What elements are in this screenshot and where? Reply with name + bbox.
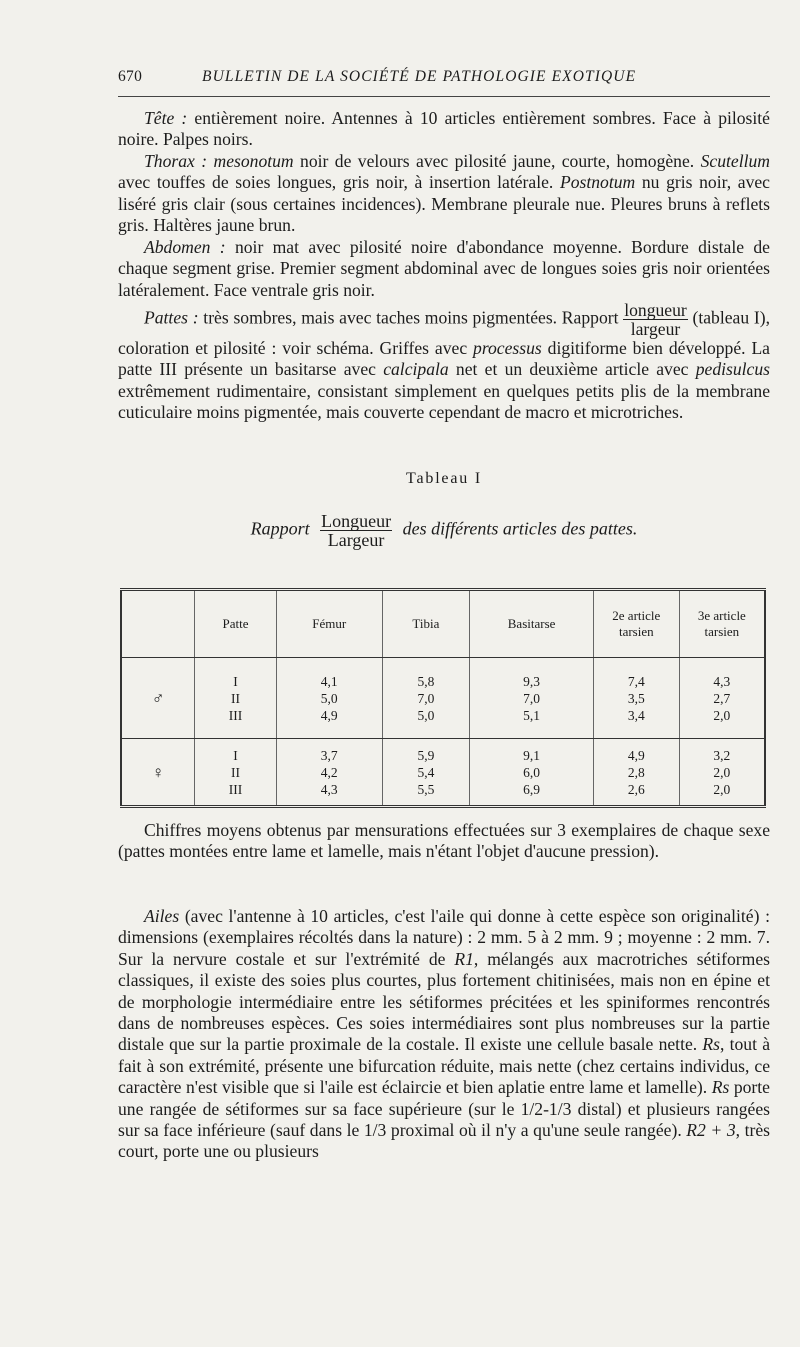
table-cell: 2,0 — [713, 764, 731, 780]
header-femur: Fémur — [276, 590, 382, 658]
caption-subtitle: des différents articles des pattes. — [402, 518, 638, 539]
table-cell: 4,9 — [320, 707, 338, 723]
table-cell: I — [233, 747, 238, 763]
caption-denominator: Largeur — [327, 530, 385, 550]
caption-fraction — [320, 512, 392, 549]
table-cell: 7,0 — [417, 690, 435, 706]
table-cell: 5,8 — [417, 673, 435, 689]
table-cell: 2,7 — [713, 690, 731, 706]
term-rs-2: Rs — [711, 1077, 730, 1098]
text-thorax-1: noir de velours avec pilosité jaune, courte, homogène. — [293, 151, 701, 171]
cell-2e-article — [593, 739, 679, 807]
header-sex — [121, 590, 195, 658]
sex-male: ♂ — [121, 658, 195, 739]
term-r1: R1 — [454, 948, 474, 969]
text-pattes-2: (tableau I), coloration et pilosité : voir schéma. Griffes avec — [118, 307, 770, 358]
table-cell: 4,1 — [320, 673, 338, 689]
label-tete: Tête : — [144, 108, 188, 128]
table-cell: 2,0 — [713, 707, 731, 723]
text-ailes-3: , tout à fait à son extrémité, présente une bifurcation réduite, mais nette (chez certains individus, ce caractère n'est visible que si l'aile est éclaircie et bien aplatie entre lame et lamelle). — [118, 1034, 771, 1098]
text-ailes-4: porte une rangée de sétiformes sur sa face supérieure (sur le 1/2-1/3 distal) et plusieurs rangées sur sa face inférieure (sauf dans le 1/3 proximal où il n'y a qu'une seule rangée). — [118, 1077, 770, 1141]
cell-3e-article — [679, 739, 765, 807]
cell-tibia — [382, 739, 470, 807]
text-pattes-5: extrêmement rudimentaire, consistant simplement en quelques petits plis de la membrane cuticulaire moins pigmentée, mais couverte cependant de macro et microtriches. — [118, 380, 770, 423]
cell-patte — [195, 739, 277, 807]
table-cell: 9,1 — [523, 747, 541, 763]
ratio-denominator: largeur — [630, 319, 681, 339]
term-postnotum: Postnotum — [559, 172, 636, 193]
label-thorax: Thorax : — [144, 151, 208, 171]
term-mesonotum: mesonotum — [213, 151, 294, 171]
paragraph-thorax — [118, 151, 770, 237]
table-cell: III — [228, 707, 243, 723]
text-pattes-3: digitiforme bien développé. La patte III présente un basitarse avec — [118, 338, 770, 380]
text-thorax-3: nu gris noir, avec liséré gris clair (sous certaines incidences). Membrane pleurale nue. Pleures bruns à reflets gris. Haltères jaune brun. — [118, 172, 770, 236]
table-cell: 3,7 — [320, 747, 338, 763]
cell-3e-article — [679, 658, 765, 739]
table-cell: III — [228, 781, 243, 797]
cell-patte — [195, 658, 277, 739]
table-row-male — [121, 658, 765, 739]
table-cell: 5,1 — [523, 707, 541, 723]
paragraph-pattes — [118, 301, 770, 424]
page-number: 670 — [118, 68, 143, 85]
caption-numerator: Longueur — [321, 511, 392, 531]
term-scutellum: Scutellum — [700, 151, 770, 171]
header-rule — [118, 96, 770, 97]
table-cell: I — [233, 673, 238, 689]
table-cell: 2,8 — [627, 764, 645, 780]
table-title: Tableau I — [406, 470, 482, 487]
ratio-numerator: longueur — [624, 300, 687, 320]
header-patte: Patte — [195, 590, 277, 658]
table-cell: 7,4 — [627, 673, 645, 689]
text-pattes-1: très sombres, mais avec taches moins pigmentées. Rapport — [198, 307, 619, 328]
table-cell: 7,0 — [523, 690, 541, 706]
text-abdomen: noir mat avec pilosité noire d'abondance moyenne. Bordure distale de chaque segment grise. Premier segment abdominal avec de longues soies gris noir orientées latéralement. Face ventrale gris noir. — [118, 237, 770, 300]
header-3e-article: 3e article tarsien — [679, 590, 765, 658]
cell-2e-article — [593, 658, 679, 739]
table-cell: 5,0 — [417, 707, 435, 723]
term-rs-1: Rs — [702, 1034, 720, 1055]
text-pattes-4: net et un deuxième article avec — [448, 359, 696, 380]
table-cell: II — [231, 690, 241, 706]
text-tete: entièrement noire. Antennes à 10 articles entièrement sombres. Face à pilosité noire. Palpes noirs. — [118, 108, 770, 150]
table-cell: II — [231, 764, 241, 780]
table-cell: 3,2 — [713, 747, 731, 763]
cell-basitarse — [470, 658, 594, 739]
cell-basitarse — [470, 739, 594, 807]
table-cell: 3,4 — [627, 707, 645, 723]
table-cell: 3,5 — [627, 690, 645, 706]
table-cell: 9,3 — [523, 673, 541, 689]
header-basitarse: Basitarse — [470, 590, 594, 658]
table-cell: 2,0 — [713, 781, 731, 797]
table-caption — [118, 512, 770, 549]
table-row-female — [121, 739, 765, 807]
table-cell: 4,2 — [320, 764, 338, 780]
table-cell: 2,6 — [627, 781, 645, 797]
text-ailes-2: , mélangés aux macrotriches sétiformes classiques, il existe des soies plus courtes, plus fortement chitinisées, mais non en épine et de morphologie intermédiaire entre les sétiformes précitées et les spiniformes rencontrés dans de nombreuses espèces. Ces soies intermédiaires sont plus nombreuses sur la partie distale que sur la partie proximale de la costale. Il existe une cellule basale nette. — [118, 948, 770, 1055]
caption-rapport: Rapport — [250, 518, 310, 539]
ratio-fraction — [623, 301, 688, 338]
cell-tibia — [382, 658, 470, 739]
table-cell: 5,0 — [320, 690, 338, 706]
text-ailes-1: (avec l'antenne à 10 articles, c'est l'aile qui donne à cette espèce son originalité) : dimensions (exemplaires récoltés dans la nature) : 2 mm. 5 à 2 mm. 9 ; moyenne : 2 mm. 7. Sur la nervure costale et sur l'extrémité de — [118, 906, 770, 969]
sex-female: ♀ — [121, 739, 195, 807]
paragraph-abdomen — [118, 237, 770, 301]
table-cell: 4,3 — [320, 781, 338, 797]
term-calcipala: calcipala — [383, 359, 449, 380]
label-abdomen: Abdomen : — [144, 237, 226, 257]
header-tibia: Tibia — [382, 590, 470, 658]
table-cell: 4,3 — [713, 673, 731, 689]
table-cell: 5,4 — [417, 764, 435, 780]
paragraph-ailes — [118, 906, 770, 1163]
term-processus: processus — [473, 338, 542, 358]
table-cell: 4,9 — [627, 747, 645, 763]
table-cell: 6,0 — [523, 764, 541, 780]
term-pedisulcus: pedisulcus — [695, 359, 770, 380]
leg-ratio-table — [120, 588, 766, 808]
text-thorax-2: avec touffes de soies longues, gris noir, à insertion latérale. — [118, 172, 560, 193]
term-r2-3: R2 + 3 — [686, 1120, 736, 1141]
journal-title: BULLETIN DE LA SOCIÉTÉ DE PATHOLOGIE EXOTIQUE — [202, 68, 637, 85]
table-cell: 6,9 — [523, 781, 541, 797]
table-header-row — [121, 590, 765, 658]
label-ailes: Ailes — [144, 906, 180, 926]
text-ailes-5: , très court, porte une ou plusieurs — [118, 1120, 771, 1162]
table-cell: 5,9 — [417, 747, 435, 763]
label-pattes: Pattes : — [144, 307, 199, 328]
table-footnote — [118, 820, 770, 863]
cell-femur — [276, 658, 382, 739]
header-2e-article: 2e article tarsien — [593, 590, 679, 658]
footnote-text: Chiffres moyens obtenus par mensurations effectuées sur 3 exemplaires de chaque sexe (pattes montées entre lame et lamelle, mais n'étant l'objet d'aucune pression). — [118, 820, 770, 862]
paragraph-tete — [118, 108, 770, 151]
cell-femur — [276, 739, 382, 807]
table-cell: 5,5 — [417, 781, 435, 797]
